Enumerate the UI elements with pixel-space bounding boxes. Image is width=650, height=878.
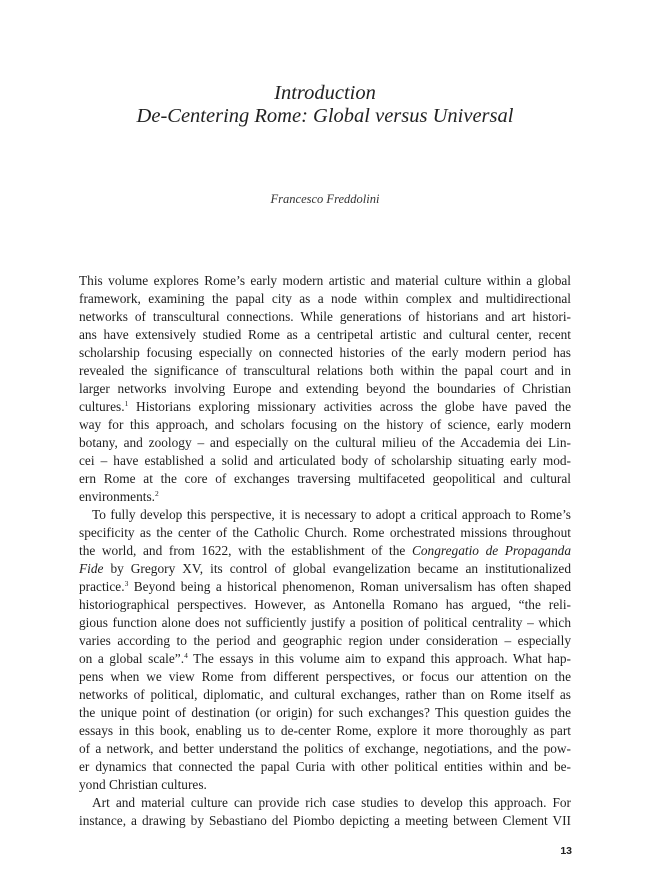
italic-term: Congregatio de Propaganda [411,543,571,558]
text-line: ans have extensively studied Rome as a centripetal artistic and cultural center, recent [79,327,571,342]
text-fragment: environments. [79,489,155,504]
text-fragment: cultures. [79,399,125,414]
text-line: larger networks involving Europe and extending beyond the boundaries of Christian [79,381,571,396]
text-fragment: the world, and from 1622, with the establishment of the [79,543,406,558]
text-fragment: The essays in this volume aim to expand this approach. What hap- [187,651,571,666]
footnote-ref-2: 2 [154,489,159,498]
text-fragment: practice. [79,579,125,594]
footnote-ref-4: 4 [184,651,188,660]
text-fragment: on a global scale”. [79,651,185,666]
text-line: revealed the significance of transcultural relations both within the papal court and in [79,363,571,378]
text-fragment: by Gregory XV, its control of global evangelization became an institutionalized [110,561,571,576]
text-fragment: Beyond being a historical phenomenon, Roman universalism has often shaped [128,579,571,594]
text-line: instance, a drawing by Sebastiano del Piombo depicting a meeting between Clement VII [79,813,571,828]
text-line: ern Rome at the core of exchanges traversing multifaceted geopolitical and cultural [79,471,571,486]
text-line: scholarship focusing especially on connected histories of the early modern period has [79,345,571,360]
text-line: cei – have established a solid and articulated body of scholarship situating early mod- [79,453,571,468]
italic-term: Fide [79,561,104,576]
text-line: specificity as the center of the Catholic Church. Rome orchestrated missions throughout [79,525,571,540]
text-fragment: Historians exploring missionary activities across the globe have paved the [128,399,571,414]
body-text [79,272,571,830]
text-line: varies according to the period and geographic region under consideration – especially [79,633,571,648]
text-line: networks of transcultural connections. While generations of historians and art histori- [79,309,571,324]
footnote-ref-3: 3 [124,579,129,588]
text-line: networks of political, diplomatic, and cultural exchanges, rather than on Rome itself as [79,687,571,702]
text-line [79,578,571,596]
text-line: of a network, and better understand the politics of exchange, negotiations, and the pow- [79,741,571,756]
text-line: To fully develop this perspective, it is necessary to adopt a critical approach to Rome’s [92,507,571,522]
chapter-title: De-Centering Rome: Global versus Universal [136,105,514,127]
footnote-ref-1: 1 [124,399,129,408]
text-line: essays in this book, enabling us to de-center Rome, explore it more thoroughly as part [79,723,571,738]
text-line [79,650,571,668]
text-line: framework, examining the papal city as a node within complex and multidirectional [79,291,571,306]
text-line: Art and material culture can provide rich case studies to develop this approach. For [92,795,571,810]
text-line [79,542,571,560]
text-line [79,560,571,578]
text-line: er dynamics that connected the papal Curia with other political entities within and be- [79,759,571,774]
text-line: botany, and zoology – and especially on the cultural milieu of the Accademia dei Lin- [79,435,571,450]
text-line: way for this approach, and scholars focusing on the history of science, early modern [79,417,571,432]
author-name: Francesco Freddolini [270,192,380,206]
text-line [79,488,571,506]
text-line: the unique point of destination (or origin) for such exchanges? This question guides the [79,705,571,720]
text-line: This volume explores Rome’s early modern artistic and material culture within a global [79,273,571,288]
text-line: pens when we view Rome from different perspectives, or focus our attention on the [79,669,571,684]
text-line: yond Christian cultures. [79,777,207,792]
text-line [79,398,571,416]
page-number: 13 [560,845,572,857]
text-line: historiographical perspectives. However, as Antonella Romano has argued, “the reli- [79,597,571,612]
chapter-heading: Introduction [274,82,376,104]
text-line: gious function alone does not sufficiently justify a position of political centrality – which [79,615,571,630]
